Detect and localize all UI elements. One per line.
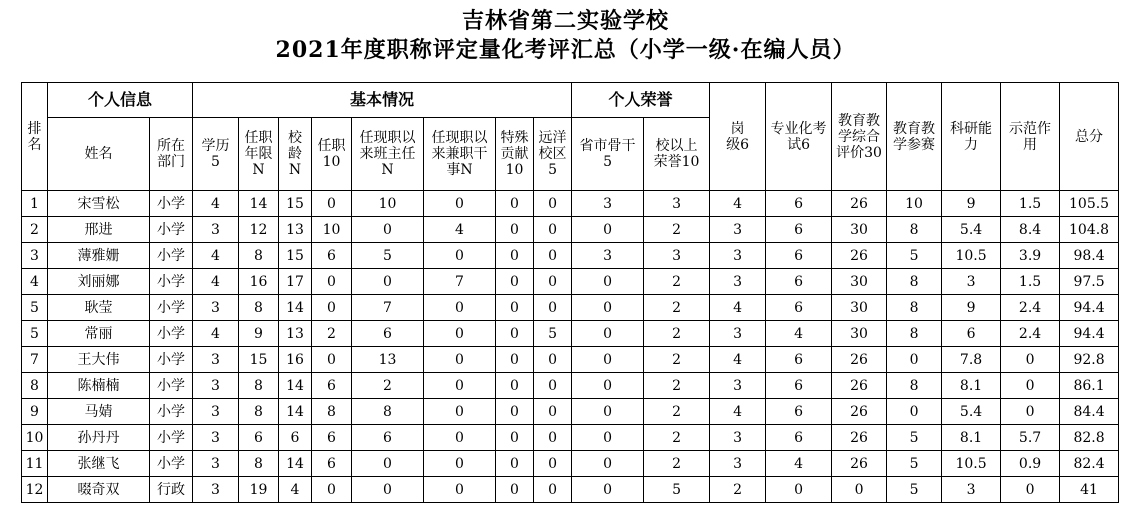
table-cell: 小学 bbox=[150, 243, 193, 269]
table-cell: 常丽 bbox=[48, 321, 150, 347]
table-cell: 10 bbox=[22, 425, 48, 451]
table-cell: 4 bbox=[193, 191, 239, 217]
table-cell: 10.5 bbox=[942, 243, 1001, 269]
table-cell: 0 bbox=[534, 269, 572, 295]
table-cell: 0 bbox=[352, 477, 424, 503]
table-cell: 14 bbox=[279, 373, 312, 399]
table-row bbox=[22, 217, 1119, 243]
table-cell: 孙丹丹 bbox=[48, 425, 150, 451]
table-cell: 1.5 bbox=[1001, 269, 1060, 295]
table-cell: 2 bbox=[644, 321, 710, 347]
table-cell: 6 bbox=[766, 217, 832, 243]
table-cell: 刘丽娜 bbox=[48, 269, 150, 295]
table-cell: 小学 bbox=[150, 295, 193, 321]
table-row bbox=[22, 425, 1119, 451]
header-post: 岗级6 bbox=[710, 83, 766, 191]
table-cell: 2 bbox=[22, 217, 48, 243]
table-cell: 0 bbox=[424, 399, 496, 425]
table-cell: 7.8 bbox=[942, 347, 1001, 373]
table-cell: 8 bbox=[352, 399, 424, 425]
header-prof-exam: 专业化考试6 bbox=[766, 83, 832, 191]
table-cell: 16 bbox=[279, 347, 312, 373]
table-cell: 3 bbox=[710, 321, 766, 347]
header-class-head: 任现职以来班主任N bbox=[352, 118, 424, 191]
table-cell: 8 bbox=[239, 243, 279, 269]
table-cell: 4 bbox=[710, 295, 766, 321]
table-cell: 0 bbox=[534, 191, 572, 217]
table-cell: 0 bbox=[424, 451, 496, 477]
table-cell: 2 bbox=[644, 373, 710, 399]
table-cell: 0 bbox=[572, 347, 644, 373]
table-cell: 5 bbox=[887, 243, 942, 269]
table-cell: 0 bbox=[312, 477, 352, 503]
table-cell: 3 bbox=[22, 243, 48, 269]
header-backbone: 省市骨干5 bbox=[572, 118, 644, 191]
header-group-honors: 个人荣誉 bbox=[572, 83, 710, 118]
table-cell: 3 bbox=[193, 399, 239, 425]
score-table bbox=[21, 82, 1119, 503]
table-cell: 0 bbox=[496, 217, 534, 243]
table-cell: 0 bbox=[496, 399, 534, 425]
table-cell: 0 bbox=[496, 373, 534, 399]
table-cell: 0 bbox=[424, 191, 496, 217]
table-cell: 6 bbox=[766, 295, 832, 321]
table-cell: 0 bbox=[424, 373, 496, 399]
table-cell: 0 bbox=[312, 269, 352, 295]
table-cell: 8 bbox=[312, 399, 352, 425]
table-cell: 82.8 bbox=[1060, 425, 1119, 451]
table-cell: 0 bbox=[887, 399, 942, 425]
header-competition: 教育教学参赛 bbox=[887, 83, 942, 191]
table-cell: 0 bbox=[424, 321, 496, 347]
table-row bbox=[22, 243, 1119, 269]
table-cell: 0 bbox=[352, 269, 424, 295]
table-cell: 8.1 bbox=[942, 425, 1001, 451]
table-cell: 6 bbox=[352, 425, 424, 451]
table-cell: 8 bbox=[887, 295, 942, 321]
table-cell: 16 bbox=[239, 269, 279, 295]
header-edu: 学历5 bbox=[193, 118, 239, 191]
table-cell: 0 bbox=[1001, 399, 1060, 425]
table-cell: 0 bbox=[496, 347, 534, 373]
table-cell: 3 bbox=[572, 191, 644, 217]
table-cell: 10 bbox=[312, 217, 352, 243]
table-cell: 7 bbox=[22, 347, 48, 373]
table-cell: 8 bbox=[239, 451, 279, 477]
table-cell: 0.9 bbox=[1001, 451, 1060, 477]
table-cell: 小学 bbox=[150, 451, 193, 477]
table-cell: 6 bbox=[766, 269, 832, 295]
table-cell: 5.4 bbox=[942, 399, 1001, 425]
table-cell: 小学 bbox=[150, 399, 193, 425]
table-cell: 2 bbox=[644, 269, 710, 295]
table-cell: 0 bbox=[352, 451, 424, 477]
header-edu-eval: 教育教学综合评价30 bbox=[832, 83, 887, 191]
table-cell: 0 bbox=[496, 451, 534, 477]
table-cell: 8 bbox=[887, 269, 942, 295]
table-cell: 0 bbox=[424, 477, 496, 503]
table-cell: 4 bbox=[766, 321, 832, 347]
table-cell: 2 bbox=[710, 477, 766, 503]
table-cell: 15 bbox=[239, 347, 279, 373]
table-cell: 0 bbox=[572, 321, 644, 347]
table-cell: 41 bbox=[1060, 477, 1119, 503]
table-cell: 啜奇双 bbox=[48, 477, 150, 503]
table-cell: 0 bbox=[1001, 347, 1060, 373]
table-cell: 0 bbox=[424, 295, 496, 321]
table-cell: 9 bbox=[942, 295, 1001, 321]
table-cell: 0 bbox=[534, 399, 572, 425]
table-cell: 0 bbox=[572, 269, 644, 295]
table-cell: 2 bbox=[644, 451, 710, 477]
table-cell: 6 bbox=[942, 321, 1001, 347]
table-cell: 0 bbox=[424, 243, 496, 269]
table-cell: 7 bbox=[424, 269, 496, 295]
table-cell: 0 bbox=[496, 191, 534, 217]
table-cell: 3 bbox=[710, 217, 766, 243]
table-cell: 小学 bbox=[150, 217, 193, 243]
table-cell: 2.4 bbox=[1001, 321, 1060, 347]
header-remote: 远洋校区5 bbox=[534, 118, 572, 191]
table-cell: 13 bbox=[279, 321, 312, 347]
table-cell: 4 bbox=[22, 269, 48, 295]
table-cell: 5 bbox=[887, 451, 942, 477]
table-cell: 6 bbox=[766, 373, 832, 399]
table-cell: 3.9 bbox=[1001, 243, 1060, 269]
table-cell: 92.8 bbox=[1060, 347, 1119, 373]
table-cell: 0 bbox=[534, 373, 572, 399]
table-cell: 0 bbox=[496, 425, 534, 451]
table-cell: 30 bbox=[832, 217, 887, 243]
table-cell: 0 bbox=[496, 243, 534, 269]
table-cell: 0 bbox=[534, 217, 572, 243]
table-cell: 4 bbox=[710, 191, 766, 217]
table-cell: 小学 bbox=[150, 347, 193, 373]
table-cell: 6 bbox=[279, 425, 312, 451]
table-cell: 26 bbox=[832, 191, 887, 217]
table-cell: 3 bbox=[710, 243, 766, 269]
header-special: 特殊贡献10 bbox=[496, 118, 534, 191]
table-row bbox=[22, 321, 1119, 347]
header-group-personal-info: 个人信息 bbox=[48, 83, 193, 118]
table-row bbox=[22, 451, 1119, 477]
table-cell: 13 bbox=[352, 347, 424, 373]
table-cell: 0 bbox=[496, 295, 534, 321]
table-cell: 0 bbox=[424, 425, 496, 451]
table-cell: 4 bbox=[193, 243, 239, 269]
header-school-age: 校龄N bbox=[279, 118, 312, 191]
table-cell: 3 bbox=[644, 243, 710, 269]
table-cell: 0 bbox=[424, 347, 496, 373]
table-cell: 陈楠楠 bbox=[48, 373, 150, 399]
table-cell: 7 bbox=[352, 295, 424, 321]
header-rank: 排名 bbox=[22, 83, 48, 191]
table-cell: 薄雅姗 bbox=[48, 243, 150, 269]
document-subtitle: 2021年度职称评定量化考评汇总（小学一级·在编人员） bbox=[275, 37, 856, 63]
table-cell: 8 bbox=[887, 217, 942, 243]
table-cell: 5.7 bbox=[1001, 425, 1060, 451]
table-cell: 82.4 bbox=[1060, 451, 1119, 477]
table-cell: 邢进 bbox=[48, 217, 150, 243]
table-cell: 12 bbox=[22, 477, 48, 503]
table-cell: 5 bbox=[352, 243, 424, 269]
table-cell: 0 bbox=[534, 425, 572, 451]
table-cell: 6 bbox=[766, 191, 832, 217]
table-cell: 0 bbox=[534, 477, 572, 503]
table-cell: 104.8 bbox=[1060, 217, 1119, 243]
table-cell: 0 bbox=[534, 295, 572, 321]
table-cell: 17 bbox=[279, 269, 312, 295]
table-cell: 3 bbox=[193, 425, 239, 451]
table-body bbox=[22, 191, 1119, 503]
table-cell: 6 bbox=[312, 451, 352, 477]
table-cell: 86.1 bbox=[1060, 373, 1119, 399]
table-cell: 1.5 bbox=[1001, 191, 1060, 217]
table-cell: 0 bbox=[496, 269, 534, 295]
table-cell: 12 bbox=[239, 217, 279, 243]
table-cell: 5 bbox=[887, 425, 942, 451]
table-cell: 王大伟 bbox=[48, 347, 150, 373]
table-cell: 3 bbox=[193, 295, 239, 321]
table-cell: 0 bbox=[572, 373, 644, 399]
table-cell: 8 bbox=[887, 373, 942, 399]
table-cell: 3 bbox=[193, 477, 239, 503]
table-cell: 5 bbox=[534, 321, 572, 347]
table-cell: 14 bbox=[279, 399, 312, 425]
table-cell: 5 bbox=[887, 477, 942, 503]
table-cell: 2 bbox=[352, 373, 424, 399]
table-cell: 6 bbox=[312, 373, 352, 399]
table-cell: 0 bbox=[572, 477, 644, 503]
table-cell: 3 bbox=[193, 217, 239, 243]
header-school-honor: 校以上荣誉10 bbox=[644, 118, 710, 191]
table-cell: 6 bbox=[766, 347, 832, 373]
table-cell: 19 bbox=[239, 477, 279, 503]
table-cell: 4 bbox=[279, 477, 312, 503]
table-cell: 8 bbox=[887, 321, 942, 347]
table-cell: 0 bbox=[572, 217, 644, 243]
table-cell: 13 bbox=[279, 217, 312, 243]
table-cell: 10 bbox=[352, 191, 424, 217]
table-cell: 小学 bbox=[150, 425, 193, 451]
table-cell: 0 bbox=[887, 347, 942, 373]
table-cell: 11 bbox=[22, 451, 48, 477]
table-cell: 9 bbox=[239, 321, 279, 347]
table-cell: 张继飞 bbox=[48, 451, 150, 477]
table-row bbox=[22, 347, 1119, 373]
table-cell: 10.5 bbox=[942, 451, 1001, 477]
table-cell: 84.4 bbox=[1060, 399, 1119, 425]
table-row bbox=[22, 373, 1119, 399]
table-cell: 14 bbox=[279, 451, 312, 477]
table-cell: 小学 bbox=[150, 321, 193, 347]
header-name: 姓名 bbox=[48, 118, 150, 191]
table-cell: 2 bbox=[644, 399, 710, 425]
table-cell: 26 bbox=[832, 451, 887, 477]
table-cell: 3 bbox=[193, 373, 239, 399]
table-cell: 2 bbox=[644, 217, 710, 243]
table-cell: 6 bbox=[766, 425, 832, 451]
table-cell: 30 bbox=[832, 321, 887, 347]
table-cell: 4 bbox=[710, 399, 766, 425]
table-cell: 0 bbox=[766, 477, 832, 503]
table-cell: 6 bbox=[352, 321, 424, 347]
table-row bbox=[22, 399, 1119, 425]
table-cell: 14 bbox=[279, 295, 312, 321]
table-cell: 14 bbox=[239, 191, 279, 217]
table-cell: 3 bbox=[572, 243, 644, 269]
table-cell: 26 bbox=[832, 399, 887, 425]
table-cell: 26 bbox=[832, 243, 887, 269]
table-row bbox=[22, 295, 1119, 321]
table-cell: 6 bbox=[312, 243, 352, 269]
table-cell: 0 bbox=[1001, 477, 1060, 503]
header-demo: 示范作用 bbox=[1001, 83, 1060, 191]
table-cell: 3 bbox=[710, 425, 766, 451]
table-cell: 0 bbox=[312, 295, 352, 321]
document-title: 吉林省第二实验学校 bbox=[461, 8, 669, 34]
table-cell: 0 bbox=[312, 347, 352, 373]
table-cell: 0 bbox=[572, 295, 644, 321]
table-cell: 15 bbox=[279, 243, 312, 269]
table-cell: 小学 bbox=[150, 269, 193, 295]
table-cell: 15 bbox=[279, 191, 312, 217]
table-cell: 0 bbox=[572, 451, 644, 477]
table-cell: 9 bbox=[942, 191, 1001, 217]
table-cell: 26 bbox=[832, 347, 887, 373]
table-cell: 5.4 bbox=[942, 217, 1001, 243]
table-cell: 26 bbox=[832, 425, 887, 451]
table-cell: 3 bbox=[193, 451, 239, 477]
table-cell: 3 bbox=[710, 451, 766, 477]
header-position: 任职10 bbox=[312, 118, 352, 191]
table-cell: 105.5 bbox=[1060, 191, 1119, 217]
table-cell: 2 bbox=[644, 347, 710, 373]
table-cell: 小学 bbox=[150, 373, 193, 399]
table-cell: 宋雪松 bbox=[48, 191, 150, 217]
table-cell: 0 bbox=[534, 347, 572, 373]
table-cell: 0 bbox=[496, 321, 534, 347]
table-cell: 6 bbox=[766, 243, 832, 269]
table-cell: 5 bbox=[644, 477, 710, 503]
table-cell: 30 bbox=[832, 269, 887, 295]
table-cell: 4 bbox=[424, 217, 496, 243]
table-cell: 4 bbox=[193, 269, 239, 295]
table-cell: 94.4 bbox=[1060, 321, 1119, 347]
table-cell: 2.4 bbox=[1001, 295, 1060, 321]
header-dept: 所在部门 bbox=[150, 118, 193, 191]
table-row bbox=[22, 269, 1119, 295]
table-cell: 2 bbox=[644, 295, 710, 321]
table-cell: 0 bbox=[832, 477, 887, 503]
table-cell: 30 bbox=[832, 295, 887, 321]
table-row bbox=[22, 191, 1119, 217]
table-cell: 26 bbox=[832, 373, 887, 399]
table-cell: 8.4 bbox=[1001, 217, 1060, 243]
table-cell: 4 bbox=[193, 321, 239, 347]
table-cell: 3 bbox=[710, 269, 766, 295]
table-cell: 马婧 bbox=[48, 399, 150, 425]
table-cell: 3 bbox=[942, 269, 1001, 295]
table-cell: 行政 bbox=[150, 477, 193, 503]
table-cell: 0 bbox=[572, 425, 644, 451]
table-cell: 3 bbox=[710, 373, 766, 399]
table-cell: 2 bbox=[312, 321, 352, 347]
header-group-basic: 基本情况 bbox=[193, 83, 572, 118]
table-cell: 94.4 bbox=[1060, 295, 1119, 321]
table-cell: 8.1 bbox=[942, 373, 1001, 399]
table-cell: 98.4 bbox=[1060, 243, 1119, 269]
table-cell: 3 bbox=[193, 347, 239, 373]
table-cell: 8 bbox=[239, 399, 279, 425]
table-cell: 1 bbox=[22, 191, 48, 217]
table-cell: 0 bbox=[496, 477, 534, 503]
table-cell: 0 bbox=[352, 217, 424, 243]
table-cell: 8 bbox=[239, 295, 279, 321]
table-cell: 小学 bbox=[150, 191, 193, 217]
table-cell: 9 bbox=[22, 399, 48, 425]
table-cell: 8 bbox=[239, 373, 279, 399]
table-cell: 5 bbox=[22, 321, 48, 347]
table-cell: 0 bbox=[534, 451, 572, 477]
table-cell: 8 bbox=[22, 373, 48, 399]
table-cell: 6 bbox=[239, 425, 279, 451]
table-cell: 6 bbox=[766, 399, 832, 425]
table-cell: 5 bbox=[22, 295, 48, 321]
table-cell: 3 bbox=[644, 191, 710, 217]
table-row bbox=[22, 477, 1119, 503]
table-cell: 6 bbox=[312, 425, 352, 451]
table-cell: 0 bbox=[312, 191, 352, 217]
table-cell: 耿莹 bbox=[48, 295, 150, 321]
table-cell: 2 bbox=[644, 425, 710, 451]
header-total: 总分 bbox=[1060, 83, 1119, 191]
table-cell: 10 bbox=[887, 191, 942, 217]
table-cell: 3 bbox=[942, 477, 1001, 503]
header-research: 科研能力 bbox=[942, 83, 1001, 191]
table-cell: 97.5 bbox=[1060, 269, 1119, 295]
table-cell: 0 bbox=[1001, 373, 1060, 399]
header-part-time: 任现职以来兼职干事N bbox=[424, 118, 496, 191]
header-tenure: 任职年限N bbox=[239, 118, 279, 191]
table-cell: 4 bbox=[766, 451, 832, 477]
table-cell: 0 bbox=[534, 243, 572, 269]
table-cell: 0 bbox=[572, 399, 644, 425]
table-cell: 4 bbox=[710, 347, 766, 373]
